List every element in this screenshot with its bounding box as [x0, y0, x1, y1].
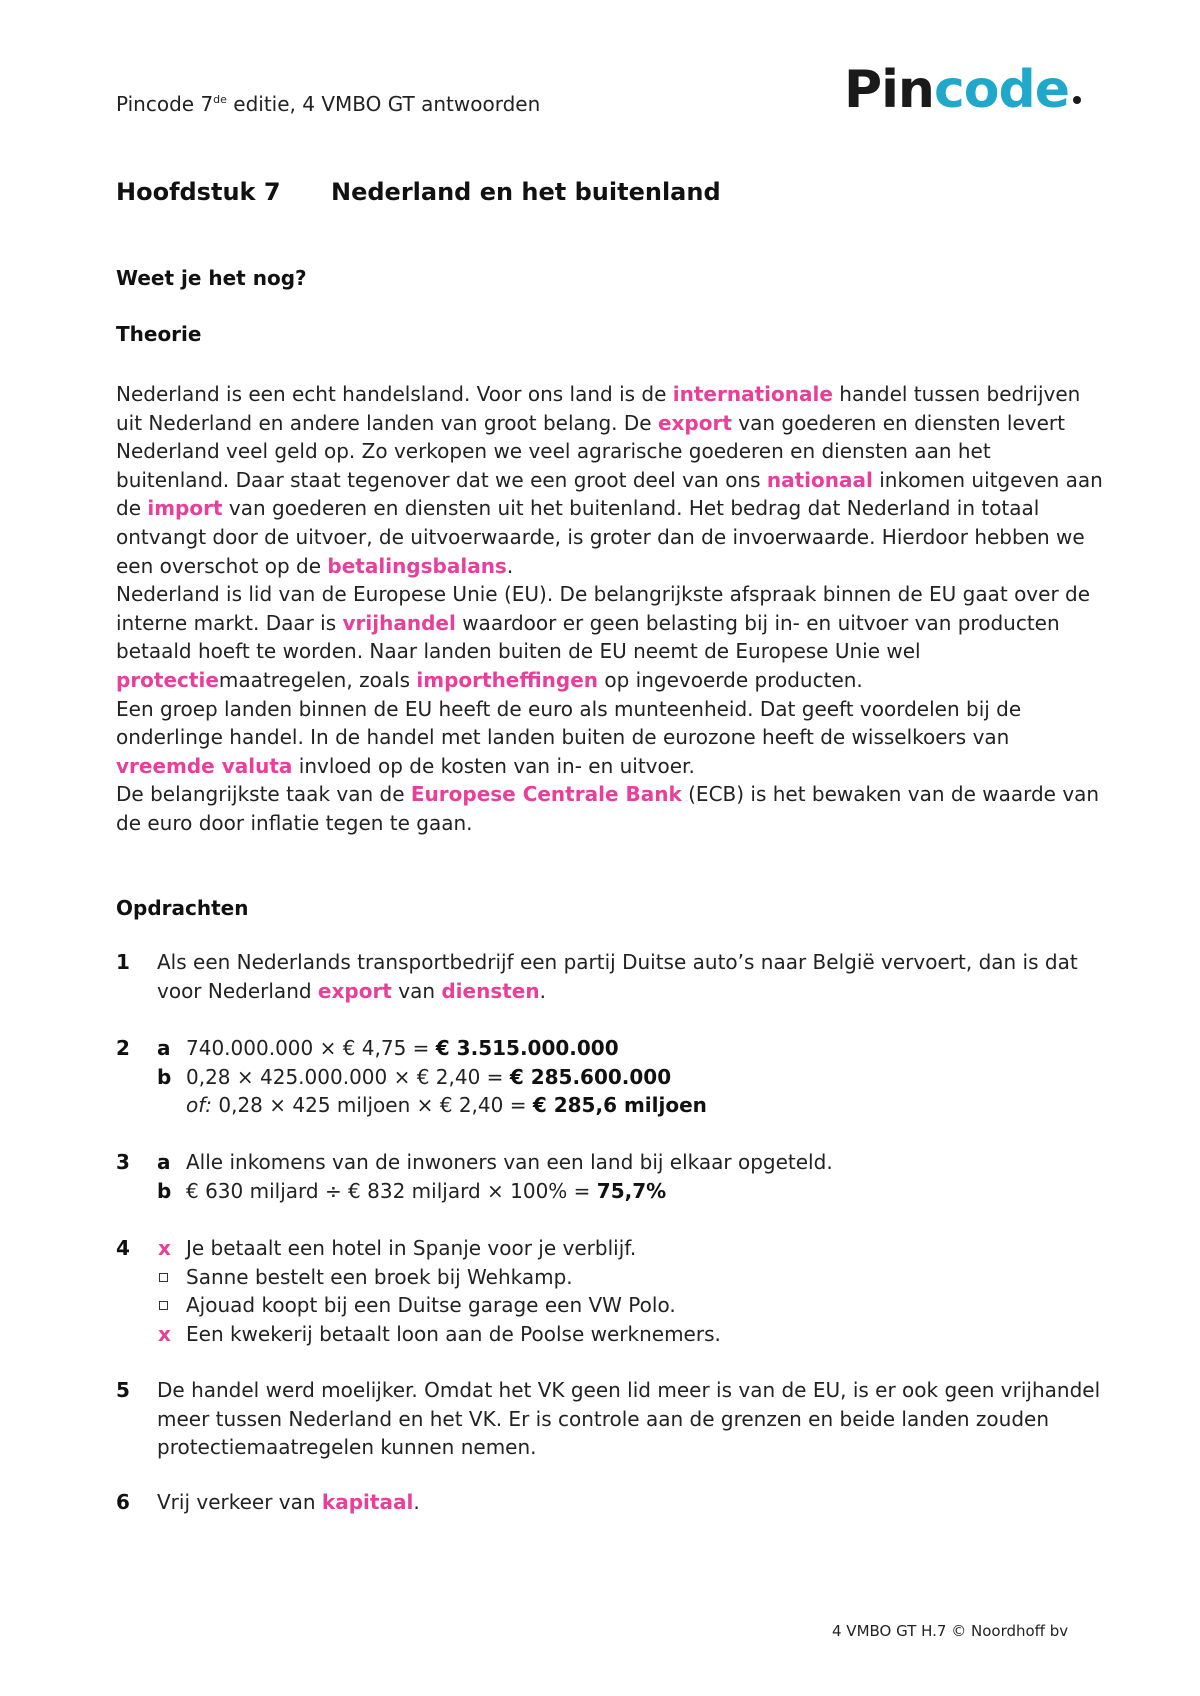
logo-text-dark: Pin	[844, 60, 934, 120]
chapter-number: Hoofdstuk 7	[116, 178, 281, 206]
question-4	[116, 1234, 1106, 1348]
chapter-heading	[116, 178, 721, 206]
question-number: 2	[116, 1036, 130, 1060]
section-assignments-heading: Opdrachten	[116, 896, 249, 920]
keyword-internationale: internationale	[672, 382, 833, 406]
header-title: Pincode 7	[116, 92, 214, 116]
empty-checkbox-icon	[159, 1301, 168, 1310]
question-2b-alternative: of: 0,28 × 425 miljoen × € 2,40 = € 285,6 miljoen	[186, 1093, 707, 1118]
keyword-betalingsbalans: betalingsbalans	[327, 553, 507, 578]
theory-paragraph-3: Een groep landen binnen de EU heeft de euro als munteenheid. Dat geeft voordelen bij de onderlinge handel. In de handel met landen buiten de eurozone heeft de wisselkoers van vreemde valuta invloed op de kosten van in- en uitvoer.	[116, 696, 1022, 778]
checked-x-icon: x	[158, 1321, 171, 1346]
document-header	[116, 92, 540, 116]
keyword-vrijhandel: vrijhandel	[342, 610, 456, 635]
checked-x-icon: x	[158, 1236, 171, 1260]
question-number: 3	[116, 1150, 130, 1174]
keyword-vreemde-valuta: vreemde valuta	[116, 753, 293, 778]
section-theory-heading: Theorie	[116, 322, 202, 346]
chapter-title: Nederland en het buitenland	[331, 178, 721, 206]
keyword-nationaal: nationaal	[766, 467, 873, 492]
question-number: 5	[116, 1378, 130, 1402]
section-recall-heading: Weet je het nog?	[116, 266, 307, 290]
theory-text	[116, 380, 1106, 838]
theory-paragraph-2: Nederland is lid van de Europese Unie (EU). De belangrijkste afspraak binnen de EU gaat over de interne markt. Daar is vrijhandel waardoor er geen belasting bij in- en uitvoer van producten betaald hoeft te worden. Naar landen buiten de EU neemt de Europese Unie wel protectiemaatregelen, zoals importheffingen op ingevoerde producten.	[116, 582, 1091, 692]
keyword-export: export	[657, 410, 732, 435]
page-footer: 4 VMBO GT H.7 © Noordhoff bv	[832, 1622, 1069, 1640]
pincode-logo	[844, 62, 1081, 118]
logo-text-blue: code	[933, 60, 1070, 120]
header-title-superscript: de	[213, 93, 227, 106]
question-2a: a 740.000.000 × € 4,75 = € 3.515.000.000	[157, 1036, 619, 1060]
header-subtitle: editie, 4 VMBO GT antwoorden	[226, 92, 541, 116]
question-3	[116, 1148, 1106, 1205]
question-5	[116, 1376, 1106, 1462]
checklist-item: Ajouad koopt bij een Duitse garage een VW Polo.	[157, 1291, 1106, 1320]
dot-icon	[1073, 96, 1081, 104]
question-2b: b 0,28 × 425.000.000 × € 2,40 = € 285.600.000	[157, 1064, 672, 1089]
question-6-answer: Vrij verkeer van kapitaal.	[157, 1490, 420, 1514]
question-5-answer: De handel werd moelijker. Omdat het VK geen lid meer is van de EU, is er ook geen vrijhandel meer tussen Nederland en het VK. Er is controle aan de grenzen en beide landen zouden protectiemaatregelen kunnen nemen.	[157, 1378, 1101, 1460]
keyword-import: import	[147, 496, 223, 521]
keyword-protectie: protectie	[116, 667, 219, 692]
theory-paragraph-4: De belangrijkste taak van de Europese Centrale Bank (ECB) is het bewaken van de waarde van de euro door inflatie tegen te gaan.	[116, 782, 1100, 835]
empty-checkbox-icon	[159, 1273, 168, 1282]
checklist-item: x Je betaalt een hotel in Spanje voor je verblijf.	[157, 1234, 1106, 1263]
question-3b: b € 630 miljard ÷ € 832 miljard × 100% = 75,7%	[157, 1178, 667, 1203]
question-6	[116, 1488, 1106, 1517]
question-number: 4	[116, 1236, 130, 1260]
keyword-ecb: Europese Centrale Bank	[410, 782, 682, 807]
question-2	[116, 1034, 1106, 1120]
question-1	[116, 948, 1106, 1005]
theory-paragraph-1: Nederland is een echt handelsland. Voor ons land is de internationale handel tussen bedrijven uit Nederland en andere landen van groot belang. De export van goederen en diensten levert Nederland veel geld op. Zo verkopen we veel agrarische goederen en diensten aan het buitenland. Daar staat tegenover dat we een groot deel van ons nationaal inkomen uitgeven aan de import van goederen en diensten uit het buitenland. Het bedrag dat Nederland in totaal ontvangt door de uitvoer, de uitvoerwaarde, is groter dan de invoerwaarde. Hierdoor hebben we een overschot op de betalingsbalans.	[116, 382, 1103, 578]
question-number: 6	[116, 1490, 130, 1514]
question-number: 1	[116, 950, 130, 974]
question-3a: a Alle inkomens van de inwoners van een land bij elkaar opgeteld.	[157, 1150, 833, 1174]
keyword-importheffingen: importheffingen	[416, 667, 599, 692]
question-1-answer: Als een Nederlands transportbedrijf een partij Duitse auto’s naar België vervoert, dan is dat voor Nederland export van diensten.	[157, 950, 1078, 1003]
checklist-item: x Een kwekerij betaalt loon aan de Poolse werknemers.	[157, 1320, 1106, 1349]
checklist-item: Sanne bestelt een broek bij Wehkamp.	[157, 1263, 1106, 1292]
